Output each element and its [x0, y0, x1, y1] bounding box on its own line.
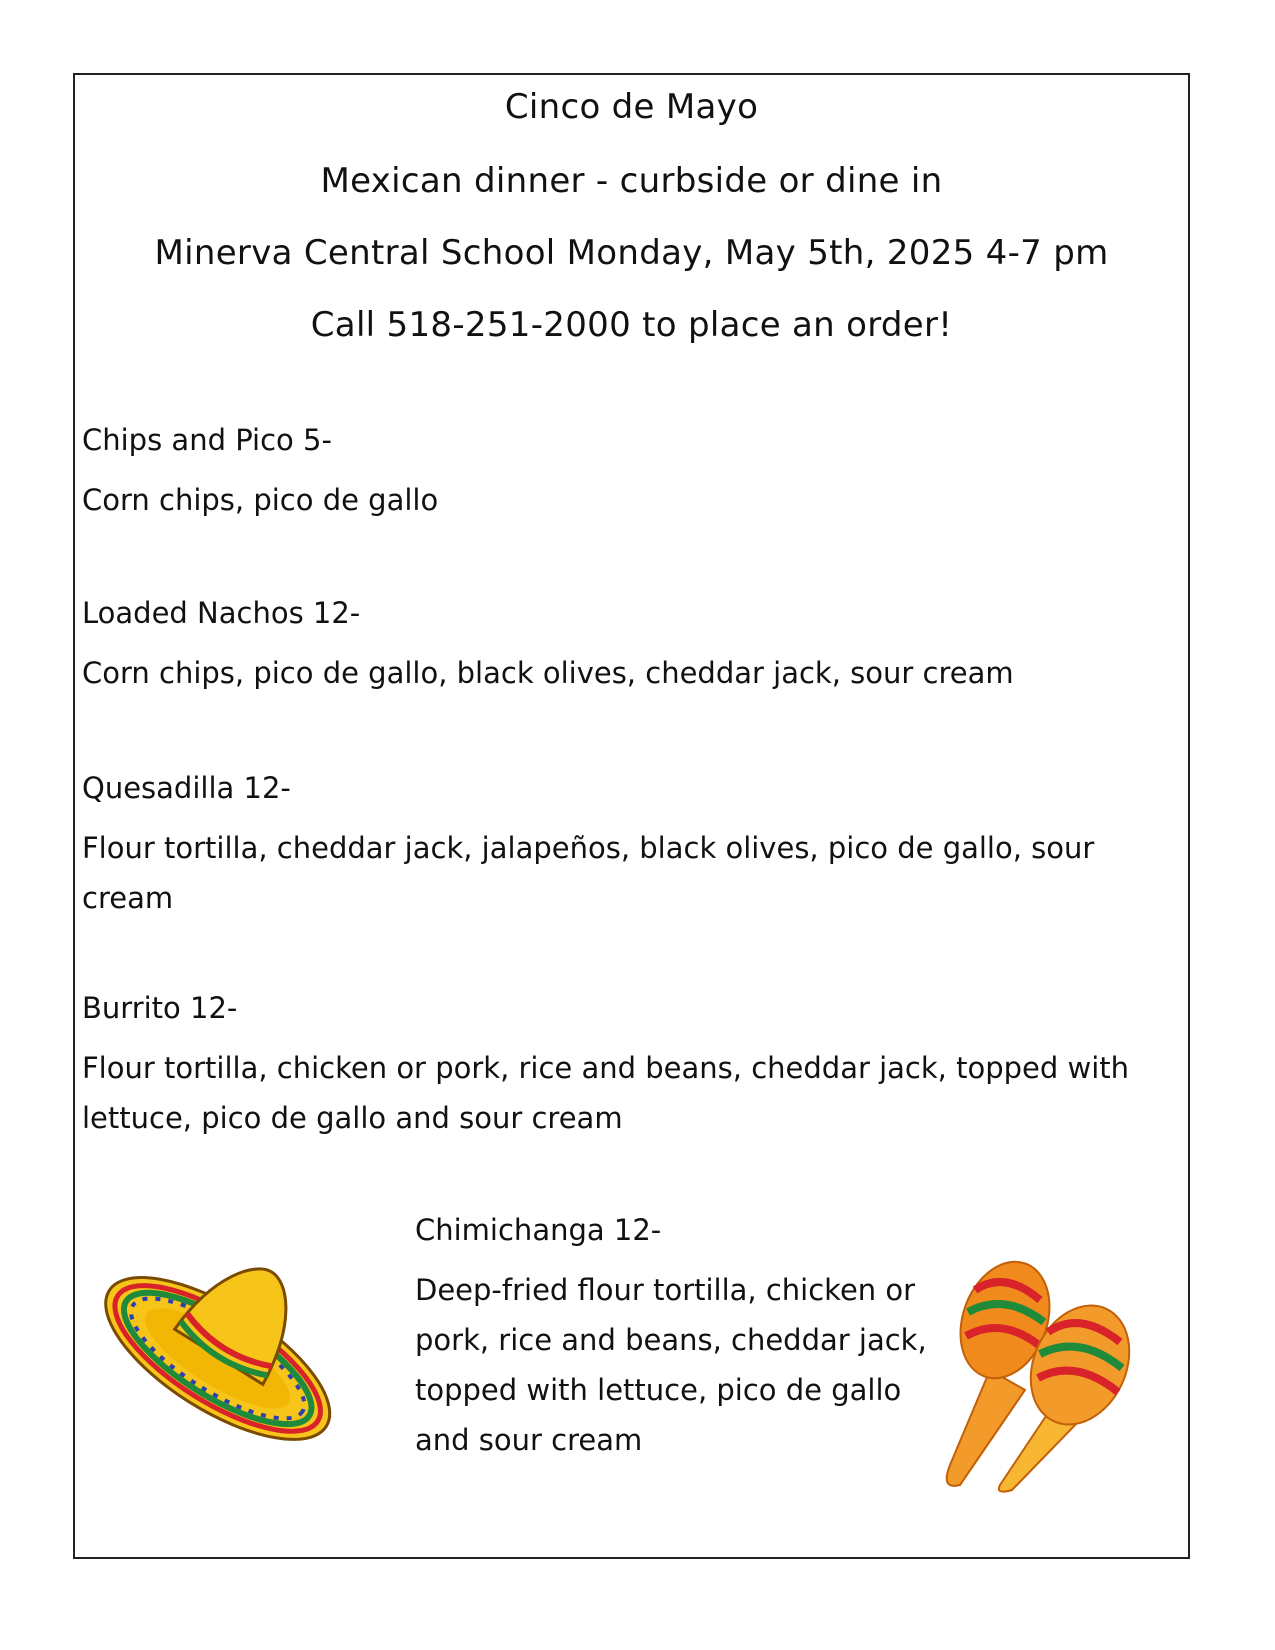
sombrero-icon — [93, 1230, 353, 1470]
menu-item-description: Corn chips, pico de gallo, black olives, cheddar jack, sour cream — [82, 656, 1014, 690]
menu-item-description: Corn chips, pico de gallo — [82, 483, 439, 517]
page-title: Cinco de Mayo — [504, 87, 759, 127]
menu-frame — [73, 73, 1190, 1559]
menu-item-title: Quesadilla 12- — [82, 771, 291, 805]
event-details: Minerva Central School Monday, May 5th, 2025 4-7 pm — [154, 233, 1109, 273]
menu-item-description: Flour tortilla, cheddar jack, jalapeños, black olives, pico de gallo, sour cream — [82, 831, 1095, 915]
menu-item-description: Deep-fried flour tortilla, chicken or pork, rice and beans, cheddar jack, topped with lettuce, pico de gallo and sour cream — [415, 1273, 927, 1457]
maracas-icon — [930, 1250, 1150, 1495]
call-to-order: Call 518-251-2000 to place an order! — [310, 305, 953, 345]
page-subtitle: Mexican dinner - curbside or dine in — [320, 161, 943, 201]
menu-item-description: Flour tortilla, chicken or pork, rice and beans, cheddar jack, topped with lettuce, pico de gallo and sour cream — [82, 1051, 1130, 1135]
menu-item-title: Chimichanga 12- — [415, 1213, 662, 1247]
menu-item-title: Loaded Nachos 12- — [82, 596, 361, 630]
menu-item-title: Burrito 12- — [82, 991, 238, 1025]
menu-item-title: Chips and Pico 5- — [82, 423, 332, 457]
